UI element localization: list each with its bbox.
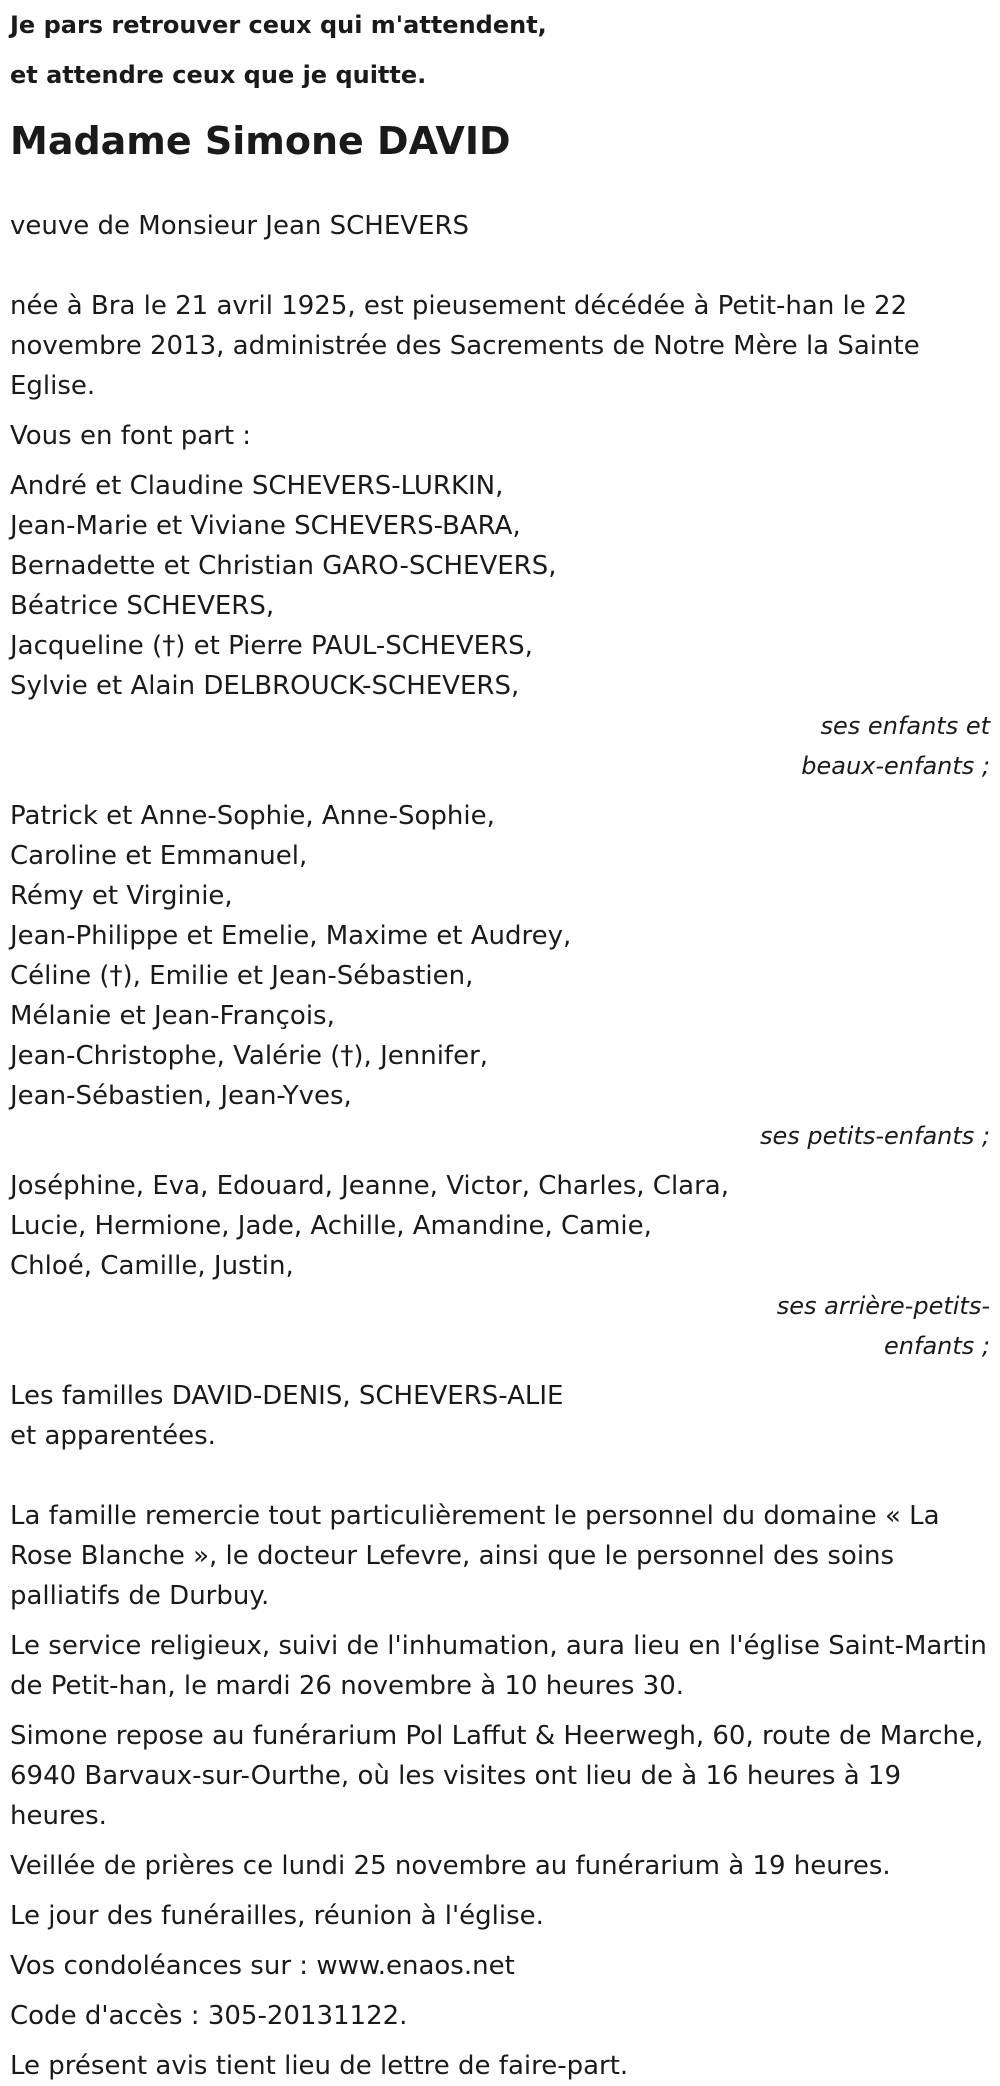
list-item: Jean-Philippe et Emelie, Maxime et Audrey, <box>10 921 572 951</box>
grandchildren-list <box>10 796 995 1116</box>
list-item: Bernadette et Christian GARO-SCHEVERS, <box>10 551 557 581</box>
list-item: Céline (†), Emilie et Jean-Sébastien, <box>10 961 474 991</box>
children-role <box>10 706 995 786</box>
service-paragraph: Le service religieux, suivi de l'inhumation, aura lieu en l'église Saint-Martin de Petit-han, le mardi 26 novembre à 10 heures 30. <box>10 1631 987 1701</box>
families-line-2: et apparentées. <box>10 1421 216 1451</box>
list-item: Sylvie et Alain DELBROUCK-SCHEVERS, <box>10 671 520 701</box>
funeral-home-paragraph: Simone repose au funérarium Pol Laffut & Heerwegh, 60, route de Marche, 6940 Barvaux-sur-Ourthe, où les visites ont lieu de à 16 heures à 19 heures. <box>10 1721 984 1831</box>
grandchildren-role-line: ses petits-enfants ; <box>759 1122 990 1150</box>
great-grandchildren-list <box>10 1166 995 1286</box>
children-role-line-2: beaux-enfants ; <box>801 752 990 780</box>
announcement-line: Vous en font part : <box>10 421 252 451</box>
great-grandchildren-role-line-1: ses arrière-petits- <box>776 1292 990 1320</box>
list-item: Chloé, Camille, Justin, <box>10 1251 294 1281</box>
great-grandchildren-role-line-2: enfants ; <box>884 1332 990 1360</box>
list-item: Jean-Christophe, Valérie (†), Jennifer, <box>10 1041 489 1071</box>
list-item: Caroline et Emmanuel, <box>10 841 308 871</box>
list-item: André et Claudine SCHEVERS-LURKIN, <box>10 471 504 501</box>
children-role-line-1: ses enfants et <box>820 712 990 740</box>
list-item: Joséphine, Eva, Edouard, Jeanne, Victor, Charles, Clara, <box>10 1171 729 1201</box>
list-item: Patrick et Anne-Sophie, Anne-Sophie, <box>10 801 495 831</box>
notice-line: Le présent avis tient lieu de lettre de faire-part. <box>10 2051 629 2081</box>
grandchildren-role <box>10 1116 995 1156</box>
great-grandchildren-role <box>10 1286 995 1366</box>
thanks-paragraph: La famille remercie tout particulièrement le personnel du domaine « La Rose Blanche », le docteur Lefevre, ainsi que le personnel des soins palliatifs de Durbuy. <box>10 1501 940 1611</box>
opening-quote <box>10 0 995 100</box>
condolences-line: Vos condoléances sur : www.enaos.net <box>10 1951 515 1981</box>
families-line-1: Les familles DAVID-DENIS, SCHEVERS-ALIE <box>10 1381 564 1411</box>
list-item: Rémy et Virginie, <box>10 881 233 911</box>
list-item: Mélanie et Jean-François, <box>10 1001 335 1031</box>
obituary-notice <box>10 0 995 2086</box>
list-item: Béatrice SCHEVERS, <box>10 591 275 621</box>
quote-line-2: et attendre ceux que je quitte. <box>10 61 427 89</box>
list-item: Jean-Marie et Viviane SCHEVERS-BARA, <box>10 511 521 541</box>
families-block <box>10 1376 995 1456</box>
deceased-name: Madame Simone DAVID <box>10 119 511 163</box>
spouse-line: veuve de Monsieur Jean SCHEVERS <box>10 211 470 241</box>
children-list <box>10 466 995 706</box>
list-item: Jean-Sébastien, Jean-Yves, <box>10 1081 352 1111</box>
access-code-line: Code d'accès : 305-20131122. <box>10 2001 408 2031</box>
vigil-paragraph: Veillée de prières ce lundi 25 novembre au funérarium à 19 heures. <box>10 1851 891 1881</box>
list-item: Lucie, Hermione, Jade, Achille, Amandine, Camie, <box>10 1211 652 1241</box>
quote-line-1: Je pars retrouver ceux qui m'attendent, <box>10 11 547 39</box>
birth-death-text: née à Bra le 21 avril 1925, est pieusement décédée à Petit-han le 22 novembre 2013, administrée des Sacrements de Notre Mère la Sainte Eglise. <box>10 291 920 401</box>
list-item: Jacqueline (†) et Pierre PAUL-SCHEVERS, <box>10 631 533 661</box>
meeting-paragraph: Le jour des funérailles, réunion à l'église. <box>10 1901 544 1931</box>
